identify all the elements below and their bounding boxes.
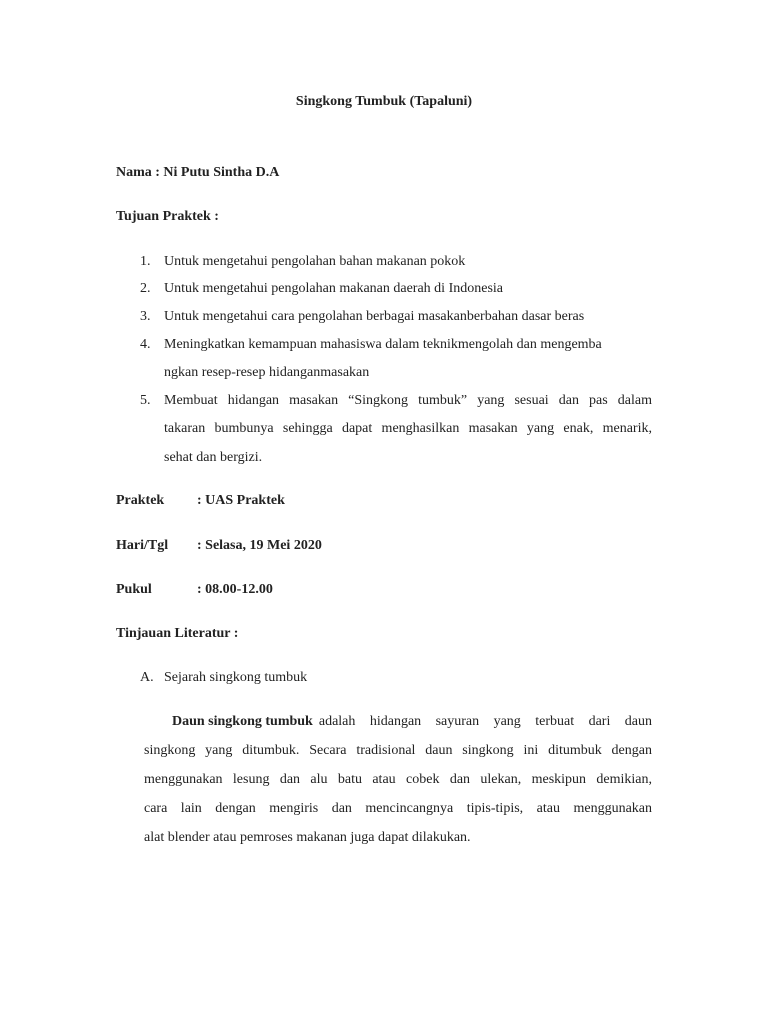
list-number: 1. (140, 254, 151, 269)
list-item: Membuat hidangan masakan “Singkong tumbuk” yang sesuai dan pas dalam (164, 393, 652, 408)
list-item-continuation: sehat dan bergizi. (164, 450, 263, 465)
hari-label: Hari/Tgl (116, 538, 169, 553)
tinjauan-heading: Tinjauan Literatur : (116, 626, 239, 641)
paragraph-line: menggunakan lesung dan alu batu atau cobek dan ulekan, meskipun demikian, (144, 772, 652, 787)
list-number: 4. (140, 337, 151, 352)
list-number: 3. (140, 309, 151, 324)
list-item: Untuk mengetahui pengolahan bahan makanan pokok (164, 254, 466, 269)
pukul-label: Pukul (116, 582, 152, 597)
paragraph-line: cara lain dengan mengiris dan mencincangnya tipis-tipis, atau menggunakan (144, 801, 652, 816)
list-item: Untuk mengetahui pengolahan makanan daerah di Indonesia (164, 281, 503, 296)
paragraph-line: alat blender atau pemroses makanan juga dapat dilakukan. (144, 830, 471, 845)
pukul-value: : 08.00-12.00 (197, 582, 273, 597)
praktek-value: : UAS Praktek (197, 493, 285, 508)
paragraph-line-1-rest: adalah hidangan sayuran yang terbuat dari daun (318, 714, 652, 729)
list-number: 2. (140, 281, 151, 296)
paragraph-line: singkong yang ditumbuk. Secara tradisional daun singkong ini ditumbuk dengan (144, 743, 652, 758)
tujuan-heading: Tujuan Praktek : (116, 209, 219, 224)
section-marker: A. (140, 670, 154, 685)
hari-value: : Selasa, 19 Mei 2020 (197, 538, 322, 553)
paragraph-first-line (172, 714, 652, 730)
list-item: Untuk mengetahui cara pengolahan berbagai masakanberbahan dasar beras (164, 309, 585, 324)
list-item-continuation: ngkan resep-resep hidanganmasakan (164, 365, 370, 380)
nama-line: Nama : Ni Putu Sintha D.A (116, 165, 280, 180)
list-item-continuation: takaran bumbunya sehingga dapat menghasilkan masakan yang enak, menarik, (164, 421, 652, 436)
praktek-label: Praktek (116, 493, 165, 508)
list-item: Meningkatkan kemampuan mahasiswa dalam teknikmengolah dan mengemba (164, 337, 602, 352)
section-heading: Sejarah singkong tumbuk (164, 670, 308, 685)
document-title: Singkong Tumbuk (Tapaluni) (295, 94, 473, 109)
list-number: 5. (140, 393, 151, 408)
paragraph-bold-lead: Daun singkong tumbuk (172, 714, 313, 729)
